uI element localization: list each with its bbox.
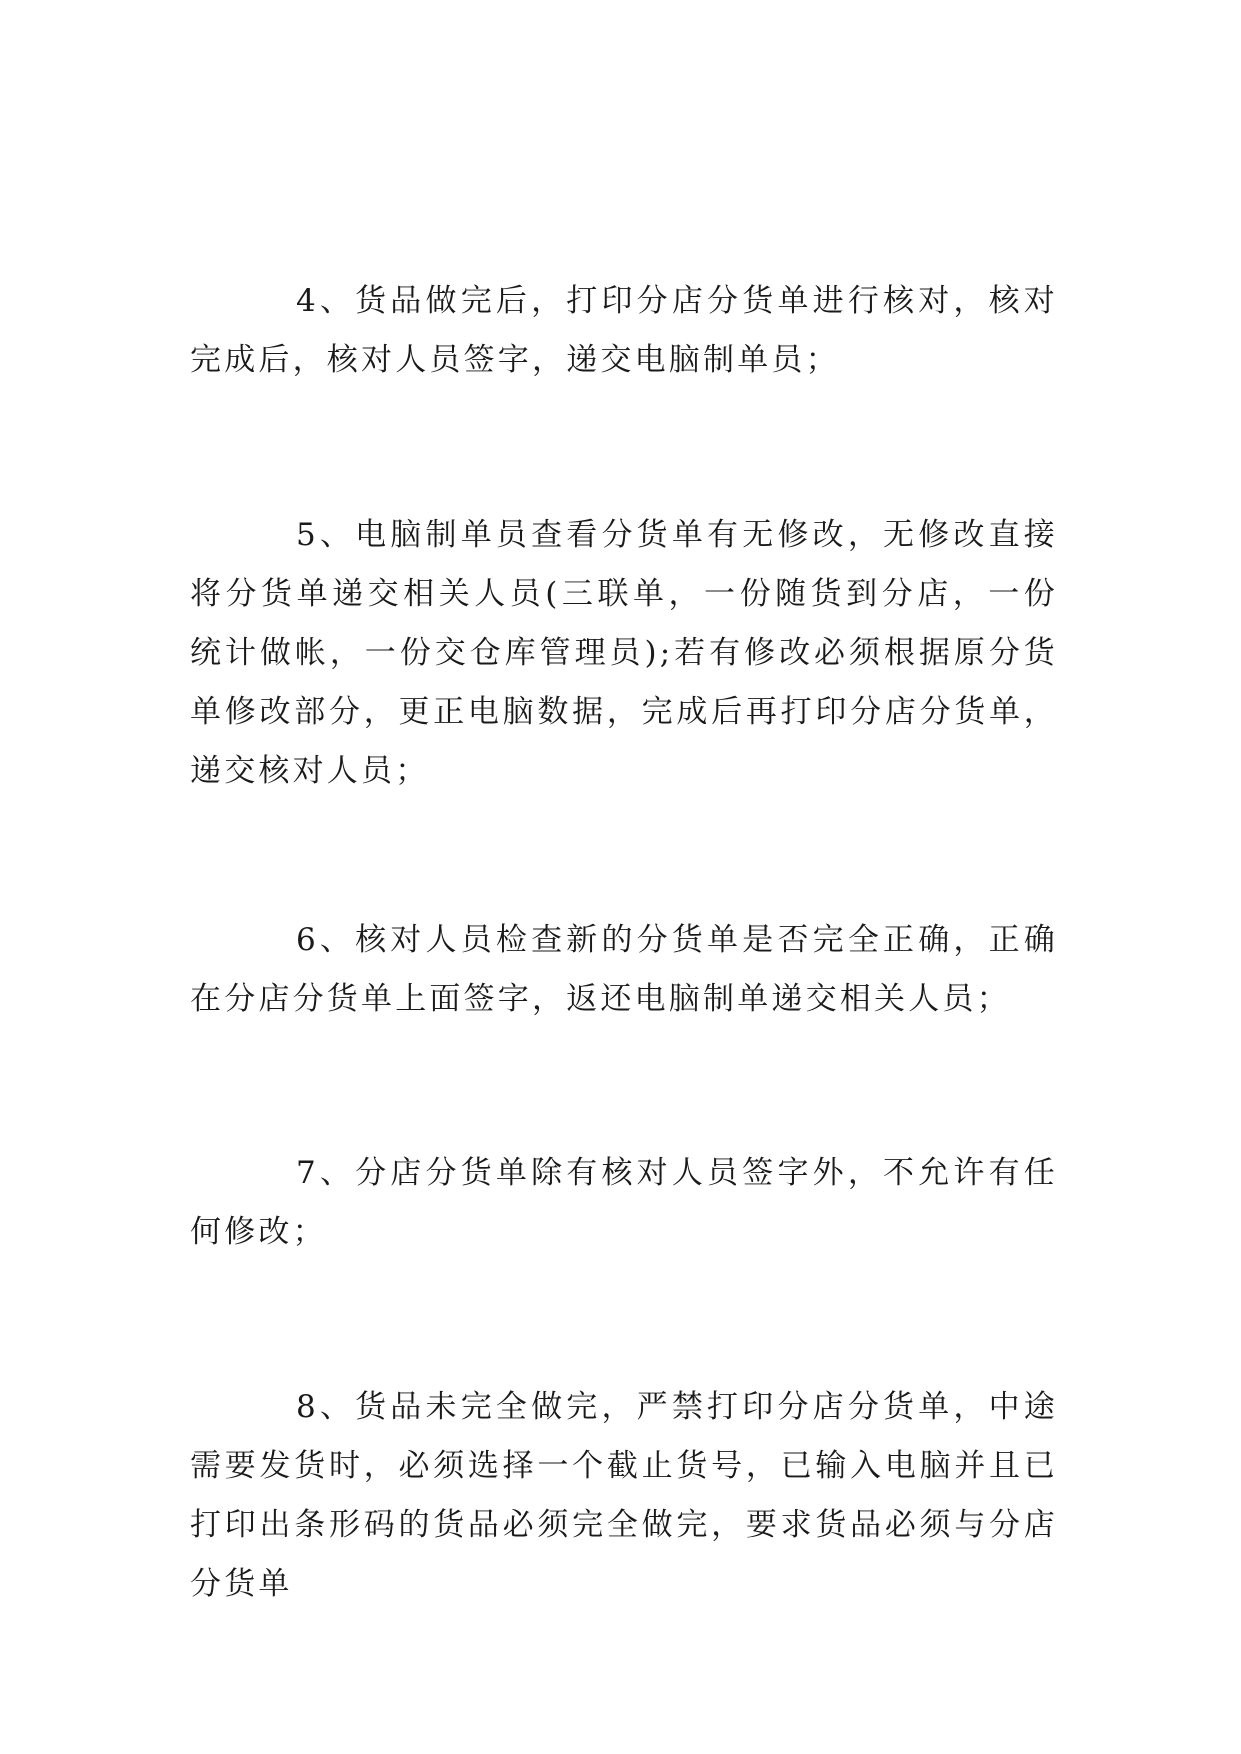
- paragraph-step-5: 5、电脑制单员查看分货单有无修改，无修改直接将分货单递交相关人员(三联单，一份随货到分店，一份统计做帐，一份交仓库管理员);若有修改必须根据原分货单修改部分，更正电脑数据，完成后再打印分店分货单，递交核对人员；: [190, 517, 1058, 789]
- paragraph-step-4: 4、货品做完后，打印分店分货单进行核对，核对完成后，核对人员签字，递交电脑制单员；: [190, 283, 1058, 378]
- paragraph-step-8: 8、货品未完全做完，严禁打印分店分货单，中途需要发货时，必须选择一个截止货号，已输入电脑并且已打印出条形码的货品必须完全做完，要求货品必须与分店分货单: [190, 1389, 1058, 1602]
- paragraph-step-6: 6、核对人员检查新的分货单是否完全正确，正确在分店分货单上面签字，返还电脑制单递交相关人员；: [190, 922, 1058, 1017]
- paragraph-step-7: 7、分店分货单除有核对人员签字外，不允许有任何修改；: [190, 1155, 1058, 1250]
